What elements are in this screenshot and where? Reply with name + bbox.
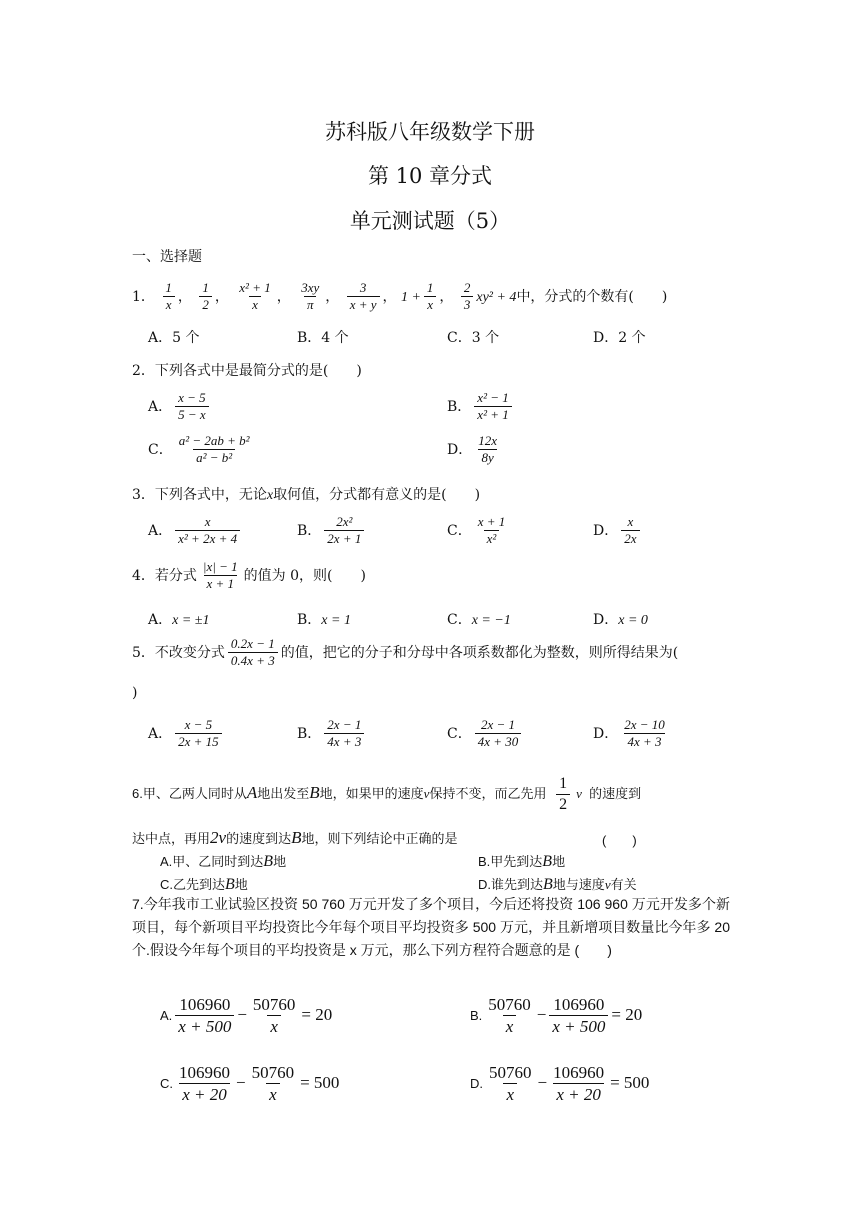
q3-option-c: C． $\frac{x + 1}{\text{x²}}$ <box>447 514 506 547</box>
q6-option-a: A.甲、乙同时到达B地 <box>160 853 287 870</box>
question-5-stem: 5．不改变分式 $\frac{0.2x - 1}{0.4x + 3}$ 的值，把它的分子和分母中各项系数都化为整数，则所得结果为( <box>132 636 679 669</box>
q4-option-b: B．x = 1 <box>297 612 351 628</box>
chapter-title: 第 10 章分式 <box>367 164 493 188</box>
q2-option-b: B． $\frac{\text{x² − 1}}{\text{x² + 1}}$ <box>447 390 515 424</box>
q6-option-c: C.乙先到达B地 <box>160 876 248 893</box>
q1-expr-prefix: 1 + <box>400 289 421 305</box>
q7-option-c: C. $\frac{106960}{x + 20}$ − $\frac{50760}{x}$ = 500 <box>160 1063 340 1105</box>
q3-option-d: D． $\frac{x}{2x}$ <box>593 514 643 548</box>
question-5-stem-cont: ) <box>132 685 138 701</box>
question-6-stem-cont: 达中点，再用2v的速度到达B地，则下列结论中正确的是 <box>132 828 458 847</box>
q3-option-a: A． $\frac{x}{\text{x² + 2x + 4}}$ <box>148 514 243 548</box>
section-heading: 一、选择题 <box>132 249 202 265</box>
q4-option-d: D．x = 0 <box>593 612 648 628</box>
q6-option-d: D.谁先到达B地与速度v有关 <box>478 876 637 893</box>
q5-option-d: D． $\frac{2x - 10}{4x + 3}$ <box>593 717 665 750</box>
q1-frac-4: $\frac{3xy}{\pi}$ <box>301 280 320 313</box>
q1-frac-2: $\frac{1}{2}$ <box>199 280 212 314</box>
q1-frac-5: $\frac{3}{x + y}$ <box>347 280 380 314</box>
q2-option-a: A． $\frac{x - 5}{5 - x}$ <box>148 390 212 424</box>
question-4-stem: 4．若分式 $\frac{|x| - 1}{x + 1}$ 的值为 0，则( ) <box>132 559 366 592</box>
book-title: 苏科版八年级数学下册 <box>325 120 535 144</box>
q2-option-c: C． $\frac{\text{a² − 2ab + b²}}{\text{a² − b²}}$ <box>148 433 250 466</box>
q4-option-c: C．x = −1 <box>447 612 511 628</box>
q4-option-a: A．x = ±1 <box>148 612 210 628</box>
q1-number: 1． <box>132 288 155 305</box>
question-2-stem: 2．下列各式中是最简分式的是( ) <box>132 363 362 379</box>
question-3-stem: 3．下列各式中，无论x取何值，分式都有意义的是( ) <box>132 487 481 503</box>
q7-option-b: B. $\frac{50760}{x}$ − $\frac{106960}{x + 500}$ = 20 <box>470 995 643 1037</box>
q1-stem-end: 中，分式的个数有( ) <box>516 288 668 305</box>
q5-option-c: C． $\frac{2x - 1}{4x + 30}$ <box>447 717 524 751</box>
q1-option-c: C．3 个 <box>447 330 500 346</box>
question-6-stem: 6.甲、乙两人同时从A地出发至B地，如果甲的速度v保持不变，而乙先用 $\frac{1}{2}$ v 的速度到 <box>132 775 642 813</box>
q5-option-b: B． $\frac{2x - 1}{4x + 3}$ <box>297 717 367 751</box>
q1-expr-tail: xy² + 4 <box>476 289 517 305</box>
q6-answer-paren: ( ) <box>602 833 637 848</box>
unit-title: 单元测试题（5） <box>349 209 511 233</box>
question-1-stem: 1． $\frac{1}{x}$ ， $\frac{1}{2}$ ， $\frac{\text{x² + 1}}{x}$ ， $\frac{3xy}{\pi}$ ， $\frac{3}{x + y}$ ， 1 + $\frac{1}{x}$ ， $\frac{2}{3}$ xy² + 4中，分式的个数有( ) <box>132 280 668 313</box>
q5-option-a: A． $\frac{x - 5}{2x + 15}$ <box>148 717 225 751</box>
q7-option-a: A. $\frac{106960}{x + 500}$ − $\frac{50760}{x}$ = 20 <box>160 995 333 1037</box>
q1-frac-6: $\frac{1}{x}$ <box>424 280 437 314</box>
question-7-stem: 7.今年我市工业试验区投资 50 760 万元开发了多个项目，今后还将投资 106 960 万元开发多个新项目，每个新项目平均投资比今年每个项目平均投资多 500 万元，并且新增项目数量比今年多 20 个.假设今年每个项目的平均投资是 x 万元，那么下列方程符合题意的是 ( ) <box>132 896 730 958</box>
q1-option-d: D．2 个 <box>593 330 646 346</box>
q1-option-b: B．4 个 <box>297 330 349 346</box>
q1-frac-1: $\frac{1}{x}$ <box>162 280 175 314</box>
q6-option-b: B.甲先到达B地 <box>478 853 566 870</box>
q1-frac-7: $\frac{2}{3}$ <box>461 280 474 314</box>
q1-frac-3: $\frac{\text{x² + 1}}{x}$ <box>239 280 271 313</box>
q1-option-a: A．5 个 <box>148 330 200 346</box>
q7-option-d: D. $\frac{50760}{x}$ − $\frac{106960}{x + 20}$ = 500 <box>470 1063 650 1105</box>
q3-option-b: B． $\frac{\text{2x²}}{2x + 1}$ <box>297 514 367 548</box>
q2-option-d: D． $\frac{12x}{8y}$ <box>447 433 498 466</box>
